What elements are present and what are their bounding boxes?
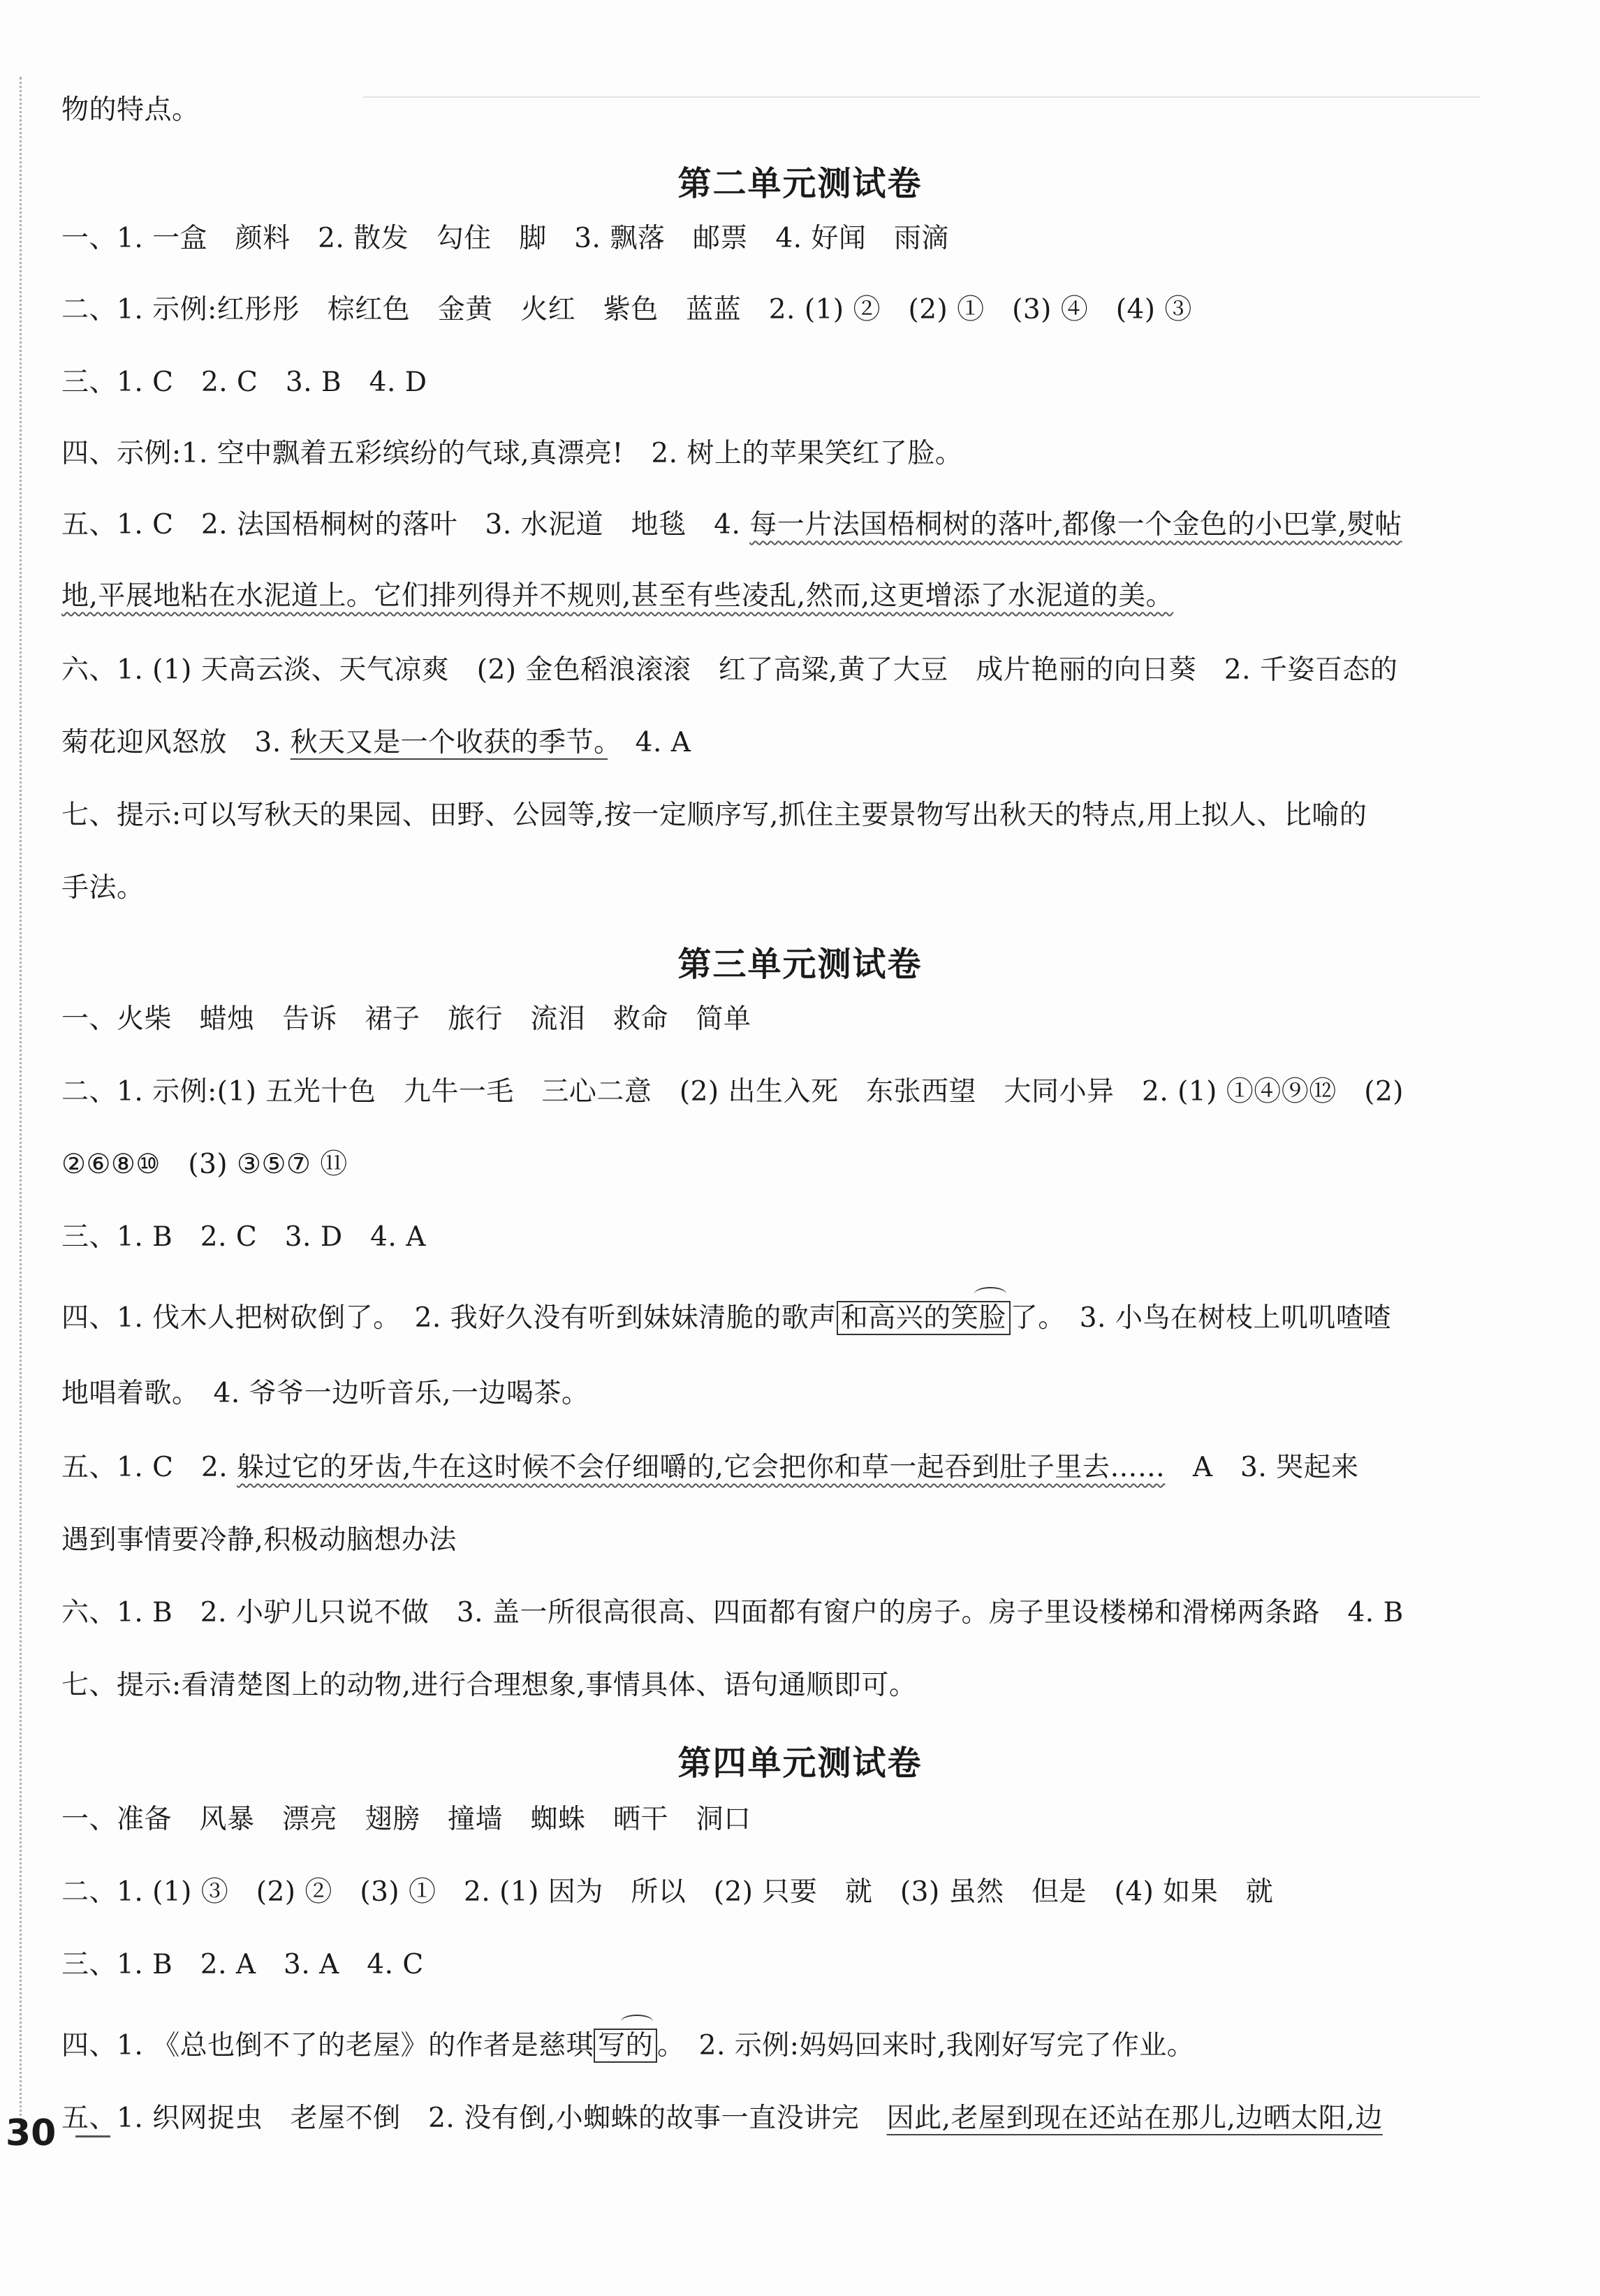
text-line: 三、1. C 2. C 3. B 4. D [61, 367, 427, 398]
text-line: 三、1. B 2. A 3. A 4. C [61, 1949, 424, 1980]
text-line: 三、1. B 2. C 3. D 4. A [61, 1221, 426, 1253]
boxed-correction-text: 写的 [594, 2029, 657, 2063]
text-line: 四、示例:1. 空中飘着五彩缤纷的气球,真漂亮! 2. 树上的苹果笑红了脸。 [61, 438, 963, 469]
text-line: 四、1. 《总也倒不了的老屋》的作者是慈琪 写的 。 2. 示例:妈妈回来时,我刚好写完了作业。 [61, 2030, 1195, 2061]
text-line: 二、1. (1) ③ (2) ② (3) ① 2. (1) 因为 所以 (2) 只要 就 (3) 虽然 但是 (4) 如果 就 [61, 1876, 1274, 1908]
margin-dotted-rule [20, 77, 22, 2130]
wavy-underline-text: 躲过它的牙齿,牛在这时候不会仔细嚼的,它会把你和草一起吞到肚子里去…… [237, 1452, 1166, 1483]
section-heading-unit2: 第二单元测试卷 [677, 164, 923, 203]
text-line: ②⑥⑧⑩ (3) ③⑤⑦ ⑪ [61, 1149, 348, 1180]
wavy-underline-text: 每一片法国梧桐树的落叶,都像一个金色的小巴掌,熨帖 [749, 509, 1402, 540]
text-line: 一、1. 一盒 颜料 2. 散发 勾住 脚 3. 飘落 邮票 4. 好闻 雨滴 [61, 223, 949, 254]
text-line: 手法。 [61, 872, 145, 904]
text-line: 五、1. C 2. 躲过它的牙齿,牛在这时候不会仔细嚼的,它会把你和草一起吞到肚子里去…… A 3. 哭起来 [61, 1452, 1359, 1483]
text-line: 七、提示:看清楚图上的动物,进行合理想象,事情具体、语句通顺即可。 [61, 1670, 917, 1701]
text-line: 遇到事情要冷静,积极动脑想办法 [61, 1524, 457, 1556]
text-line: 五、1. C 2. 法国梧桐树的落叶 3. 水泥道 地毯 4. 每一片法国梧桐树的落叶,都像一个金色的小巴掌,熨帖 [61, 509, 1402, 540]
text-line: 一、准备 风暴 漂亮 翅膀 撞墙 蜘蛛 晒干 洞口 [61, 1804, 751, 1835]
text-line: 二、1. 示例:红彤彤 棕红色 金黄 火红 紫色 蓝蓝 2. (1) ② (2) ① (3) ④ (4) ③ [61, 294, 1192, 325]
text-line: 二、1. 示例:(1) 五光十色 九牛一毛 三心二意 (2) 出生入死 东张西望 大同小异 2. (1) ①④⑨⑫ (2) [61, 1076, 1404, 1107]
text-line: 地唱着歌。 4. 爷爷一边听音乐,一边喝茶。 [61, 1378, 589, 1409]
page-number: 30 [6, 2112, 57, 2154]
section-heading-unit3: 第三单元测试卷 [677, 945, 923, 984]
text-line [61, 575, 1563, 617]
section-heading-unit4: 第四单元测试卷 [677, 1744, 923, 1783]
text-line: 四、1. 伐木人把树砍倒了。 2. 我好久没有听到妹妹清脆的歌声 和高兴的笑脸 了。 3. 小鸟在树枝上叽叽喳喳 [61, 1302, 1391, 1334]
page-number-rule [75, 2135, 110, 2137]
text-line: 七、提示:可以写秋天的果园、田野、公园等,按一定顺序写,抓住主要景物写出秋天的特点,用上拟人、比喻的 [61, 800, 1367, 831]
text-line: 六、1. B 2. 小驴儿只说不做 3. 盖一所很高很高、四面都有窗户的房子。房子里设楼梯和滑梯两条路 4. B [61, 1597, 1404, 1628]
text-line: 五、1. 织网捉虫 老屋不倒 2. 没有倒,小蜘蛛的故事一直没讲完 因此,老屋到现在还站在那儿,边晒太阳,边 [61, 2103, 1383, 2134]
wavy-underline-text: 地,平展地粘在水泥道上。它们排列得并不规则,甚至有些凌乱,然而,这更增添了水泥道的美。 [61, 580, 1174, 612]
text-line: 六、1. (1) 天高云淡、天气凉爽 (2) 金色稻浪滚滚 红了高粱,黄了大豆 成片艳丽的向日葵 2. 千姿百态的 [61, 654, 1398, 686]
underlined-text: 秋天又是一个收获的季节。 [290, 727, 608, 758]
text-line: 菊花迎风怒放 3. 秋天又是一个收获的季节。 4. A [61, 727, 691, 758]
text-line: 物的特点。 [61, 94, 200, 126]
text-line: 一、火柴 蜡烛 告诉 裙子 旅行 流泪 救命 简单 [61, 1003, 751, 1035]
underlined-text: 因此,老屋到现在还站在那儿,边晒太阳,边 [886, 2103, 1383, 2134]
boxed-correction-text: 和高兴的笑脸 [837, 1301, 1011, 1335]
